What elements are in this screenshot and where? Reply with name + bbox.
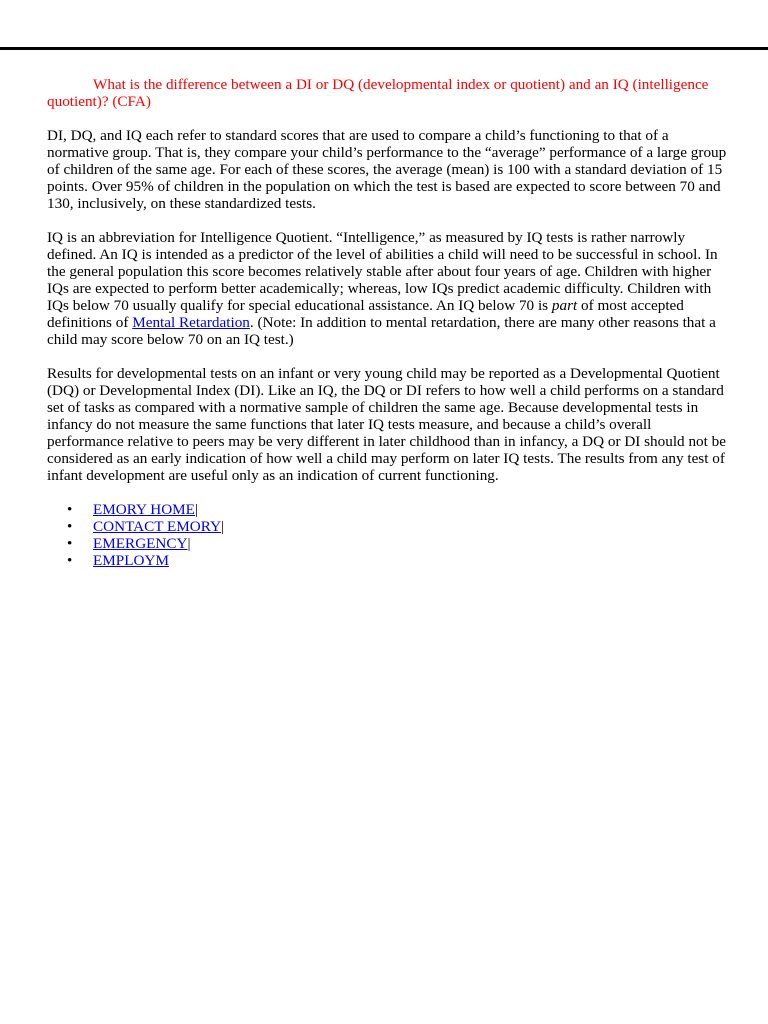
list-item — [47, 518, 727, 535]
employment-link[interactable]: EMPLOYM — [93, 552, 169, 569]
bullet-icon: • — [67, 518, 73, 535]
link-separator: | — [194, 501, 199, 518]
list-item — [47, 552, 727, 569]
document-body — [47, 76, 727, 569]
bullet-icon: • — [67, 552, 73, 569]
bullet-icon: • — [67, 501, 73, 518]
emergency-link[interactable]: EMERGENCY — [93, 535, 188, 552]
bullet-icon: • — [67, 535, 73, 552]
paragraph-developmental-tests: Results for developmental tests on an infant or very young child may be reported as a Developmental Quotient (DQ) or Developmental Index (DI). Like an IQ, the DQ or DI refers to how well a child performs on a standard set of tasks as compared with a normative sample of children the same age. Because developmental tests in infancy do not measure the same functions that later IQ tests measure, and because a child’s overall performance relative to peers may be very different in later childhood than in infancy, a DQ or DI should not be considered as an early indication of how well a child may perform on later IQ tests. The results from any test of infant development are useful only as an indication of current functioning. — [47, 365, 726, 484]
footer-link-list — [47, 501, 727, 569]
mental-retardation-link[interactable]: Mental Retardation — [132, 314, 250, 331]
paragraph-standard-scores: DI, DQ, and IQ each refer to standard scores that are used to compare a child’s functioning to that of a normative group. That is, they compare your child’s performance to the “average” performance of a large group of children of the same age. For each of these scores, the average (mean) is 100 with a standard deviation of 15 points. Over 95% of children in the population on which the test is based are expected to score between 70 and 130, inclusively, on these standardized tests. — [47, 127, 727, 212]
link-separator: | — [187, 535, 191, 552]
paragraph-iq-definition — [47, 229, 727, 348]
emphasis-part: part — [551, 297, 578, 314]
top-horizontal-rule — [0, 47, 768, 50]
paragraph-iq-text-1: IQ is an abbreviation for Intelligence Quotient. “Intelligence,” as measured by IQ tests is rather narrowly defined. An IQ is intended as a predictor of the level of abilities a child will need to be successful in school. In the general population this score becomes relatively stable after about four years of age. Children with higher IQs are expected to perform better academically; whereas, low IQs predict academic difficulty. Children with IQs below 70 usually qualify for special educational assistance. An IQ below 70 is — [47, 229, 718, 314]
list-item — [47, 535, 727, 552]
list-item — [47, 501, 727, 518]
link-separator: | — [221, 518, 225, 535]
emory-home-link[interactable]: EMORY HOME — [93, 501, 195, 518]
paragraph-iq-text-2: of most accepted definitions of — [47, 297, 684, 331]
paragraph-iq-text-3: . (Note: In addition to mental retardation, there are many other reasons that a child may score below 70 on an IQ test.) — [47, 314, 716, 348]
contact-emory-link[interactable]: CONTACT EMORY — [93, 518, 222, 535]
question-heading: What is the difference between a DI or DQ (developmental index or quotient) and an IQ (intelligence quotient)? (CFA) — [47, 76, 709, 110]
